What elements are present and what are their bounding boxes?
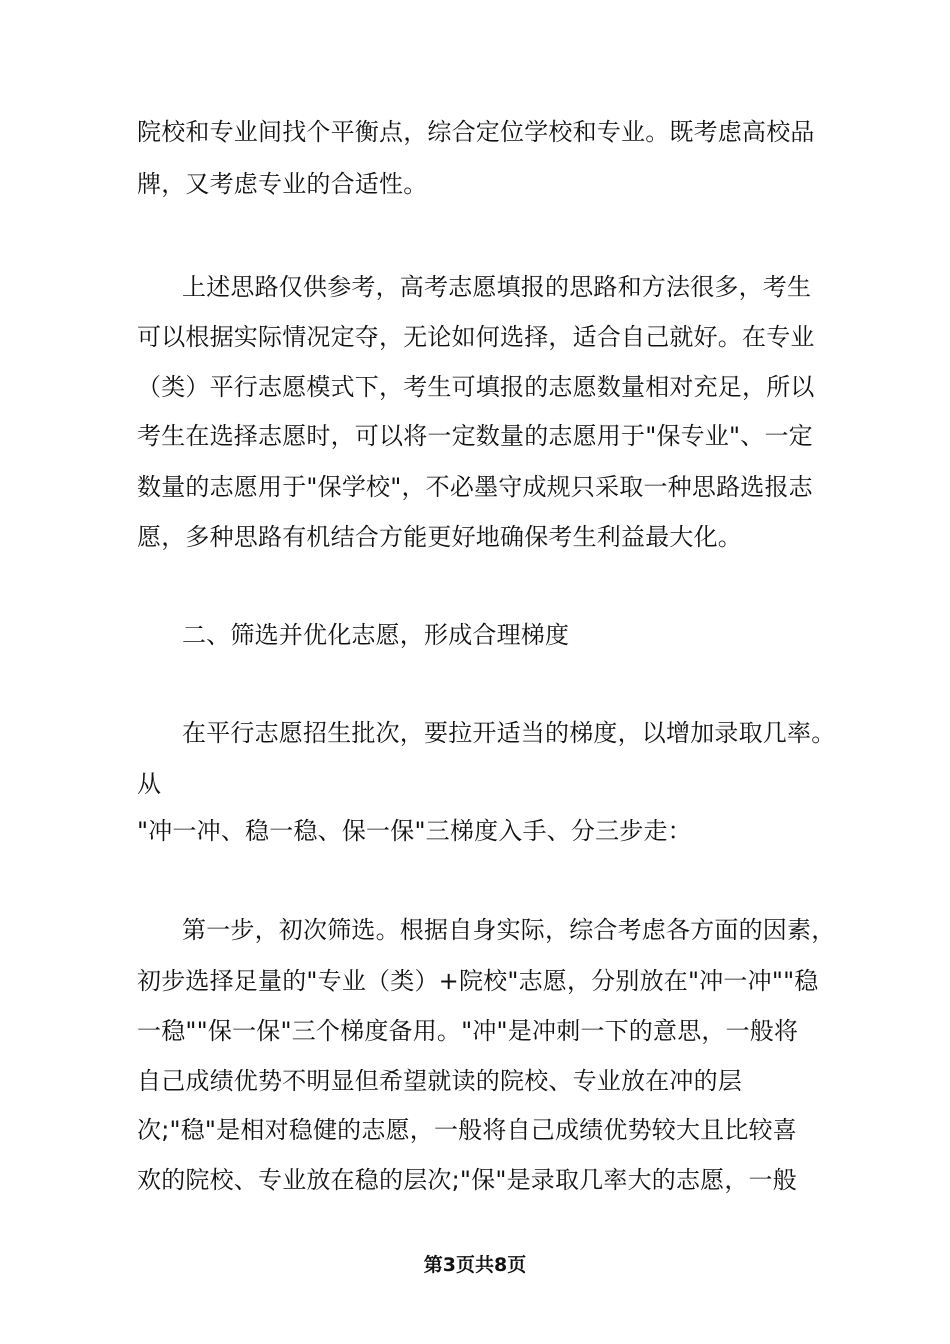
page-number-footer: 第3页共8页 bbox=[423, 1254, 527, 1276]
text-line: 考生在选择志愿时，可以将一定数量的志愿用于"保专业"、一定 bbox=[137, 422, 813, 450]
text-line: （类）平行志愿模式下，考生可填报的志愿数量相对充足，所以 bbox=[137, 373, 815, 401]
text-line: 数量的志愿用于"保学校"，不必墨守成规只采取一种思路选报志 bbox=[137, 473, 813, 501]
paragraph-start-line: 第一步，初次筛选。根据自身实际，综合考虑各方面的因素， bbox=[182, 916, 836, 944]
text-line: 一稳""保一保"三个梯度备用。"冲"是冲刺一下的意思，一般将 bbox=[137, 1017, 799, 1045]
text-line: 次;"稳"是相对稳健的志愿，一般将自己成绩优势较大且比较喜 bbox=[137, 1116, 797, 1144]
text-line: 初步选择足量的"专业（类）+院校"志愿，分别放在"冲一冲""稳 bbox=[137, 967, 819, 995]
text-line: 愿，多种思路有机结合方能更好地确保考生利益最大化。 bbox=[137, 523, 742, 551]
paragraph-start-line: 上述思路仅供参考，高考志愿填报的思路和方法很多，考生 bbox=[182, 273, 812, 301]
text-line: 院校和专业间找个平衡点，综合定位学校和专业。既考虑高校品 bbox=[137, 118, 815, 146]
text-line: 牌，又考虑专业的合适性。 bbox=[137, 170, 428, 198]
text-line: 欢的院校、专业放在稳的层次;"保"是录取几率大的志愿，一般 bbox=[137, 1166, 797, 1194]
text-line: 可以根据实际情况定夺，无论如何选择，适合自己就好。在专业 bbox=[137, 323, 815, 351]
section-heading: 二、筛选并优化志愿，形成合理梯度 bbox=[182, 621, 570, 649]
text-line: 自己成绩优势不明显但希望就读的院校、专业放在冲的层 bbox=[137, 1067, 742, 1095]
paragraph-start-line: 在平行志愿招生批次，要拉开适当的梯度，以增加录取几率。 bbox=[182, 719, 836, 747]
text-line: 从 bbox=[137, 770, 162, 798]
text-line: "冲一冲、稳一稳、保一保"三梯度入手、分三步走： bbox=[137, 817, 692, 845]
